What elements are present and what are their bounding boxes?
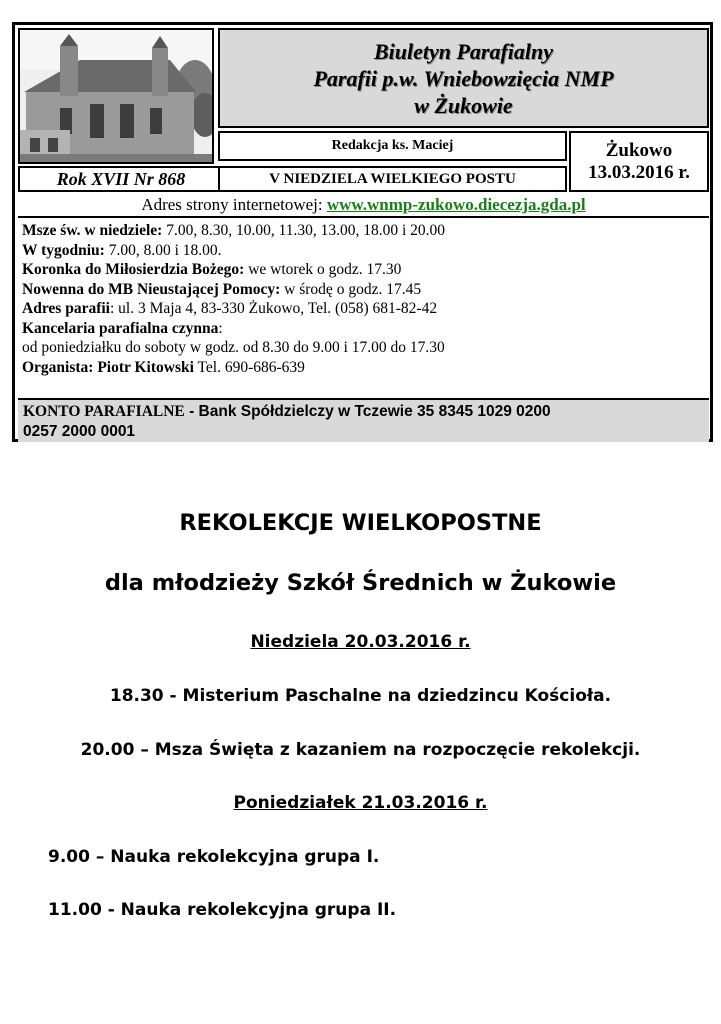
info-line: Msze św. w niedziele: 7.00, 8.30, 10.00, 11.30, 13.00, 18.00 i 20.00: [22, 222, 446, 239]
article-subheading: dla młodzieży Szkół Średnich w Żukowie: [104, 570, 617, 596]
city-name: Żukowo: [605, 140, 673, 161]
info-line: Adres parafii: ul. 3 Maja 4, 83-330 Żukowo, Tel. (058) 681-82-42: [22, 300, 438, 317]
day-2-item-1: 9.00 – Nauka rekolekcyjna grupa I.: [48, 847, 380, 867]
day-1-heading: Niedziela 20.03.2016 r.: [250, 632, 471, 652]
editor-cell: Redakcja ks. Maciej: [218, 131, 567, 161]
info-line: Nowenna do MB Nieustającej Pomocy: w środę o godz. 17.45: [22, 280, 422, 298]
info-line: Organista: Piotr Kitowski Tel. 690-686-639: [22, 358, 305, 376]
website-label: Adres strony internetowej:: [141, 195, 323, 214]
info-line: od poniedziałku do soboty w godz. od 8.30 do 9.00 i 17.00 do 17.30: [22, 339, 445, 356]
title-line-1: Biuletyn Parafialny: [373, 39, 554, 64]
day-1-item-2: 20.00 – Msza Święta z kazaniem na rozpoczęcie rekolekcji.: [80, 740, 641, 760]
issue-number: Rok XVII Nr 868: [18, 166, 224, 192]
info-line: W tygodniu: 7.00, 8.00 i 18.00.: [22, 241, 222, 259]
bulletin-header: [12, 22, 713, 442]
title-line-3: w Żukowie: [414, 93, 513, 118]
article-heading: REKOLEKCJE WIELKOPOSTNE: [179, 510, 542, 536]
day-2-item-2: 11.00 - Nauka rekolekcyjna grupa II.: [48, 900, 397, 920]
bank-account-line-1: KONTO PARAFIALNE - Bank Spółdzielczy w Tczewie 35 8345 1029 0200: [23, 403, 551, 420]
issue-date: 13.03.2016 r.: [588, 162, 690, 183]
sunday-name: V NIEDZIELA WIELKIEGO POSTU: [218, 166, 567, 192]
info-line: Kancelaria parafialna czynna:: [22, 319, 223, 337]
website-link[interactable]: www.wnmp-zukowo.diecezja.gda.pl: [326, 195, 586, 214]
bank-account: [18, 398, 709, 442]
bank-account-line-2: 0257 2000 0001: [23, 423, 136, 440]
title-line-2: Parafii p.w. Wniebowzięcia NMP: [313, 66, 614, 91]
day-1-item-1: 18.30 - Misterium Paschalne na dziedzincu Kościoła.: [109, 686, 612, 706]
bulletin-title: [218, 28, 709, 128]
website-row: [18, 194, 709, 218]
day-2-heading: Poniedziałek 21.03.2016 r.: [233, 793, 488, 813]
date-cell: [569, 131, 709, 192]
parish-info: [22, 221, 707, 396]
church-photo: [18, 28, 214, 164]
info-line: Koronka do Miłosierdzia Bożego: we wtorek o godz. 17.30: [22, 261, 402, 278]
church-image: [20, 30, 212, 162]
